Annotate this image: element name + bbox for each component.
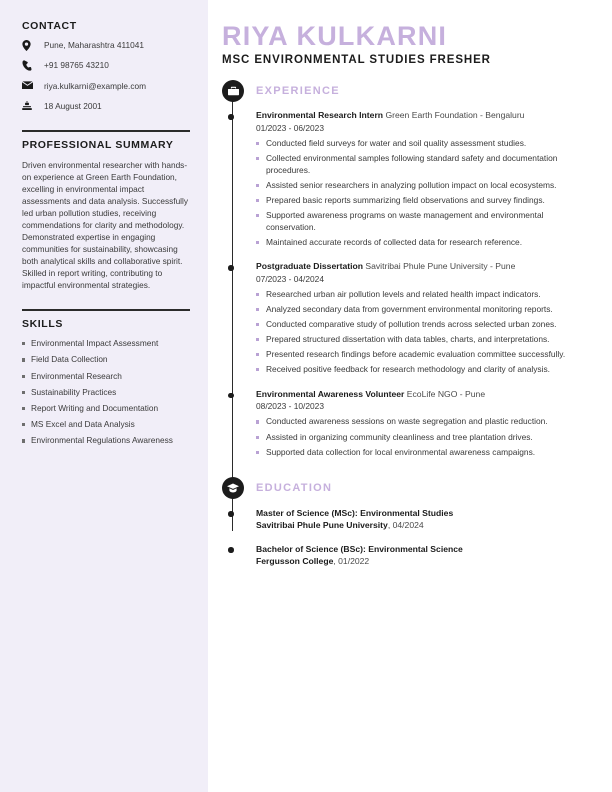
phone-icon [22, 60, 38, 71]
main-content [208, 0, 612, 792]
candidate-job-title: MSC ENVIRONMENTAL STUDIES FRESHER [222, 54, 491, 67]
contact-item-phone [22, 60, 190, 71]
bullet-item: Prepared structured dissertation with data tables, charts, and interpretations. [256, 334, 594, 346]
bullet-item: Analyzed secondary data from government environmental monitoring reports. [256, 304, 594, 316]
bullet-item: Conducted awareness sessions on waste segregation and plastic reduction. [256, 416, 594, 428]
experience-entry-header [256, 110, 594, 122]
experience-entry [256, 110, 594, 248]
briefcase-icon [222, 80, 244, 102]
experience-entry [256, 261, 594, 376]
contact-phone-text: +91 98765 43210 [44, 60, 109, 71]
education-school: Savitribai Phule Pune University [256, 520, 388, 531]
experience-org: Savitribai Phule Pune University - Pune [365, 261, 516, 272]
bullet-item: Prepared basic reports summarizing field observations and survey findings. [256, 195, 594, 207]
experience-entry [256, 389, 594, 458]
bullet-item: Conducted comparative study of pollution trends across selected urban zones. [256, 319, 594, 331]
contact-list [22, 40, 190, 112]
timeline [222, 80, 594, 567]
bullet-item: Supported data collection for local environmental awareness campaigns. [256, 447, 594, 459]
skills-heading: SKILLS [22, 318, 63, 331]
timeline-dot [228, 114, 234, 120]
skill-item: Environmental Research [22, 371, 190, 382]
education-degree: Bachelor of Science (BSc): Environmental Science [256, 544, 463, 555]
skill-item: Environmental Regulations Awareness [22, 435, 190, 446]
candidate-name: RIYA KULKARNI [222, 21, 448, 51]
contact-email-text: riya.kulkarni@example.com [44, 80, 147, 91]
bullet-item: Maintained accurate records of collected data for research reference. [256, 237, 594, 249]
skill-item: Sustainability Practices [22, 387, 190, 398]
education-section-header [256, 477, 594, 499]
skill-item: Field Data Collection [22, 354, 190, 365]
experience-entry-header [256, 389, 594, 401]
education-date: , 01/2022 [333, 556, 370, 567]
education-entry [256, 507, 594, 531]
education-date: , 04/2024 [387, 520, 424, 531]
summary-divider [22, 130, 190, 132]
bullet-item: Researched urban air pollution levels and related health impact indicators. [256, 289, 594, 301]
bullet-item: Assisted in organizing community cleanliness and tree plantation drives. [256, 432, 594, 444]
experience-entry-header [256, 261, 594, 273]
skills-section [22, 309, 190, 446]
skill-item: Environmental Impact Assessment [22, 338, 190, 349]
bullet-item: Supported awareness programs on waste management and environmental conservation. [256, 210, 594, 233]
education-school-line [256, 555, 594, 567]
contact-heading: CONTACT [22, 20, 77, 32]
experience-date: 08/2023 - 10/2023 [256, 401, 324, 412]
bullet-item: Assisted senior researchers in analyzing pollution impact on local ecosystems. [256, 180, 594, 192]
education-section-title: EDUCATION [256, 482, 333, 495]
contact-location-text: Pune, Maharashtra 411041 [44, 40, 144, 51]
envelope-icon [22, 81, 38, 90]
timeline-dot [228, 393, 234, 399]
location-pin-icon [22, 40, 38, 51]
bullet-item: Presented research findings before academic evaluation committee successfully. [256, 349, 594, 361]
summary-text: Driven environmental researcher with hands-on experience at Green Earth Foundation, excelling in environmental impact assessments and data analysis. Successfully led urban pollution studies, receiving commendations for clarity and methodology. Demonstrated expertise in engaging communities for sustainability, showcasing both analytical skills and collaborative spirit. Skilled in report writing, contributing to impactful environmental strategies. [22, 160, 189, 291]
bullet-item: Collected environmental samples following standard safety and documentation procedures. [256, 153, 594, 176]
timeline-dot [228, 547, 234, 553]
experience-bullets [256, 416, 594, 458]
summary-heading: PROFESSIONAL SUMMARY [22, 138, 174, 151]
timeline-line [232, 86, 233, 531]
skills-divider [22, 309, 190, 311]
education-school: Fergusson College [256, 556, 334, 567]
experience-bullets [256, 289, 594, 376]
timeline-dot [228, 265, 234, 271]
experience-role: Environmental Awareness Volunteer [256, 388, 405, 399]
graduation-cap-icon [222, 477, 244, 499]
contact-item-birthday [22, 101, 190, 112]
experience-org: Green Earth Foundation - Bengaluru [385, 110, 525, 121]
experience-date: 01/2023 - 06/2023 [256, 122, 324, 133]
contact-section [22, 20, 190, 112]
experience-section-title: EXPERIENCE [256, 85, 340, 98]
skill-item: MS Excel and Data Analysis [22, 419, 190, 430]
birthday-icon [22, 101, 38, 112]
education-school-line [256, 519, 594, 531]
experience-bullets [256, 138, 594, 248]
experience-section-header [256, 80, 594, 102]
bullet-item: Conducted field surveys for water and soil quality assessment studies. [256, 138, 594, 150]
experience-role: Environmental Research Intern [256, 110, 384, 121]
experience-date: 07/2023 - 04/2024 [256, 273, 324, 284]
education-entry [256, 543, 594, 567]
contact-item-location [22, 40, 190, 51]
bullet-item: Received positive feedback for research methodology and clarity of analysis. [256, 364, 594, 376]
contact-item-email [22, 81, 190, 92]
sidebar [0, 0, 208, 792]
summary-section [22, 130, 190, 291]
contact-birthday-text: 18 August 2001 [44, 100, 102, 111]
education-degree: Master of Science (MSc): Environmental Studies [256, 508, 454, 519]
experience-org: EcoLife NGO - Pune [406, 388, 486, 399]
skill-item: Report Writing and Documentation [22, 403, 190, 414]
experience-role: Postgraduate Dissertation [256, 261, 363, 272]
timeline-dot [228, 511, 234, 517]
skills-list [22, 338, 190, 446]
